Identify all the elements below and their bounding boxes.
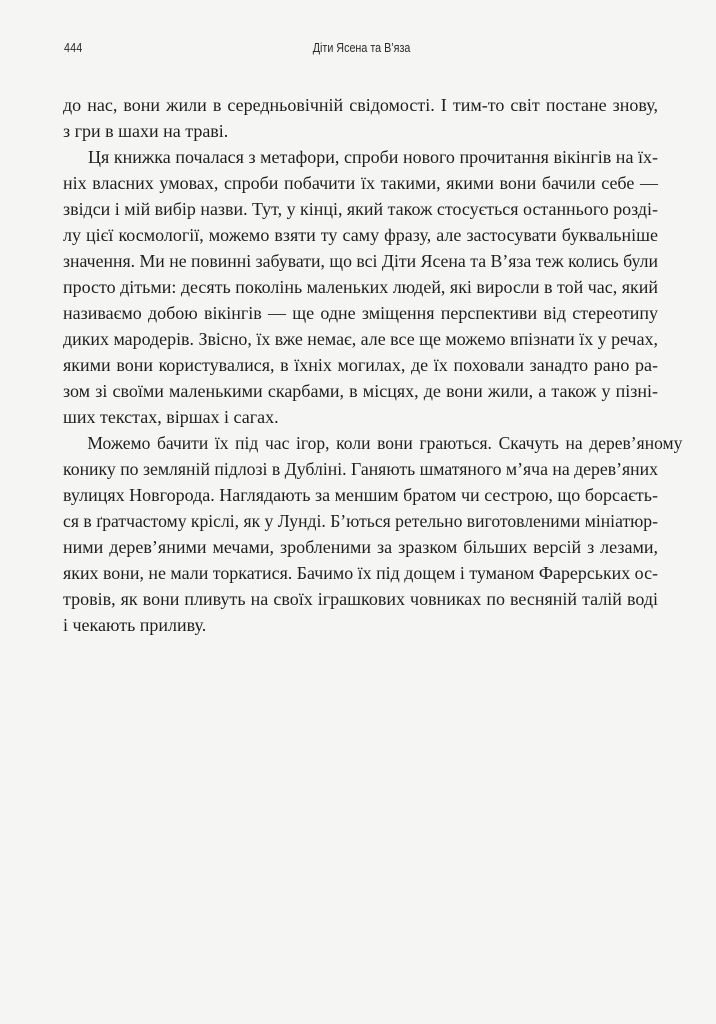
text-line: ших текстах, віршах і сагах. (63, 407, 279, 427)
text-line: просто дітьми: десять поколінь маленьких людей, які виросли в той час, який (63, 277, 659, 297)
text-line: звідси і мій вибір назви. Тут, у кінці, який також стосується останнього розді- (63, 199, 659, 219)
text-line: з гри в шахи на траві. (63, 121, 229, 141)
text-line: лу цієї космології, можемо взяти ту саму фразу, але застосувати буквальніше (63, 225, 658, 245)
text-line: значення. Ми не повинні забувати, що всі Діти Ясена та В’яза теж колись були (63, 251, 658, 271)
text-line: диких мародерів. Звісно, їх вже немає, але все ще можемо впізнати їх у речах, (63, 329, 658, 349)
text-line: яких вони, не мали торкатися. Бачимо їх під дощем і туманом Фарерських ос- (63, 563, 659, 583)
text-line: називаємо добою вікінгів — ще одне зміщення перспективи від стереотипу (63, 303, 658, 323)
book-title: Діти Ясена та В’яза (312, 41, 411, 55)
text-line: і чекають приливу. (63, 615, 207, 635)
text-line: тровів, як вони пливуть на своїх іграшкових човниках по весняній талій воді (63, 589, 658, 609)
page-number: 444 (64, 41, 83, 55)
paragraph-3 (63, 430, 683, 638)
text-line: Можемо бачити їх під час ігор, коли вони граються. Скачуть на дерев’яному (87, 433, 683, 453)
text-line: ними дерев’яними мечами, зробленими за зразком більших версій з лезами, (63, 537, 658, 557)
paragraph-1 (63, 92, 658, 144)
text-line: зом зі своїми маленькими скарбами, в місцях, де вони жили, а також у пізні- (63, 381, 658, 401)
text-line: вулицях Новгорода. Наглядають за меншим братом чи сестрою, що борсаєть- (63, 485, 658, 505)
text-line: до нас, вони жили в середньовічній свідомості. І тим-то світ постане знову, (63, 95, 658, 115)
text-line: Ця книжка почалася з метафори, спроби нового прочитання вікінгів на їх- (88, 147, 658, 167)
running-head (64, 41, 659, 59)
text-line: ніх власних умовах, спроби побачити їх такими, якими вони бачили себе — (63, 173, 658, 193)
paragraph-2 (63, 144, 658, 430)
text-line: конику по земляній підлозі в Дубліні. Ганяють шматяного м’яча на дерев’яних (63, 459, 659, 479)
text-line: ся в ґратчастому кріслі, як у Лунді. Б’ються ретельно виготовленими мініатюр- (63, 511, 658, 531)
text-line: якими вони користувалися, в їхніх могилах, де їх поховали занадто рано ра- (63, 355, 658, 375)
body-text (63, 92, 683, 638)
